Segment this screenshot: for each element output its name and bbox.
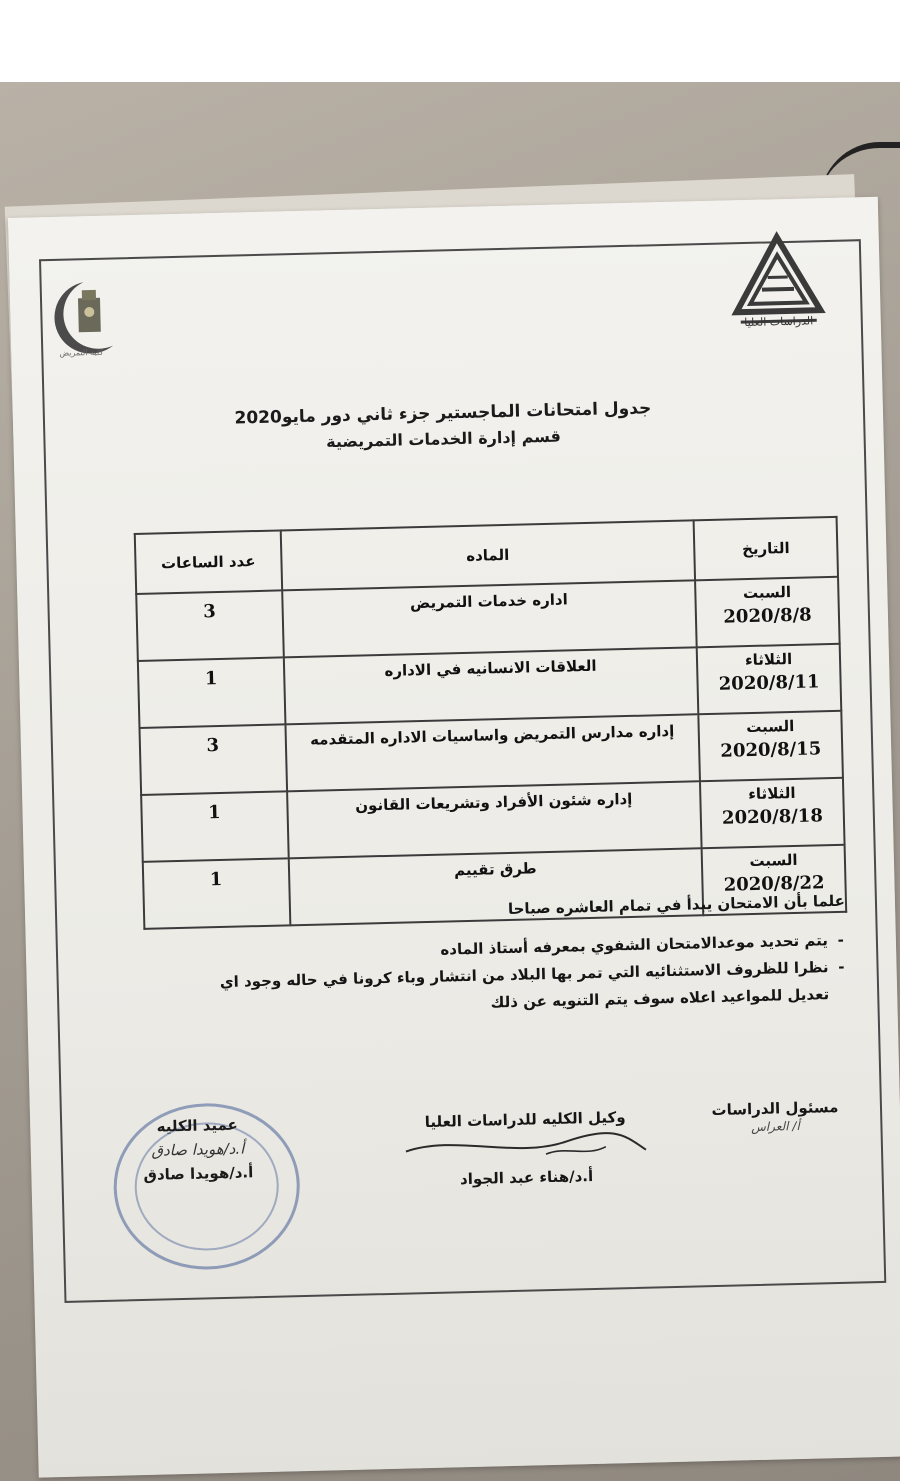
notes-list bbox=[196, 927, 848, 1024]
date-cell bbox=[697, 644, 841, 714]
date-value: 2020/8/22 bbox=[723, 872, 825, 896]
vice-dean-name: أ.د/هناء عبد الجواد bbox=[459, 1166, 594, 1189]
vice-dean-signature bbox=[390, 1107, 662, 1190]
day-label: السبت bbox=[749, 850, 798, 871]
note-item: - نظرا للظروف الاستثنائيه التي تمر بها البلاد من انتشار وباء كرونا في حاله وجود اي تعديل للمواعيد اعلاه سوف يتم التنويه عن ذلك bbox=[196, 954, 829, 1023]
header-subject: الماده bbox=[280, 520, 695, 590]
day-label: الثلاثاء bbox=[748, 783, 796, 804]
header-hours: عدد الساعات bbox=[135, 530, 282, 594]
date-cell bbox=[695, 577, 839, 647]
date-value: 2020/8/18 bbox=[721, 805, 824, 829]
subject-cell: إداره مدارس التمريض واساسيات الاداره المتقدمه bbox=[285, 714, 700, 791]
header-date: التاريخ bbox=[694, 517, 838, 580]
studies-officer-signature bbox=[690, 1097, 861, 1135]
title-line-1: جدول امتحانات الماجستير جزء ثاني دور مايو2020 bbox=[234, 398, 652, 429]
day-label: السبت bbox=[746, 716, 795, 737]
day-label: السبت bbox=[742, 582, 792, 603]
subject-cell: إداره شئون الأفراد وتشريعات القانون bbox=[287, 781, 702, 858]
date-value: 2020/8/15 bbox=[720, 738, 822, 762]
dean-title: عميد الكليه bbox=[156, 1115, 239, 1136]
dean-signature bbox=[122, 1112, 274, 1188]
date-cell bbox=[699, 711, 843, 781]
date-value: 2020/8/11 bbox=[718, 671, 820, 695]
studies-officer-title: مسئول الدراسات bbox=[711, 1097, 839, 1120]
subject-cell: طرق تقييم bbox=[288, 848, 703, 925]
hours-cell: 1 bbox=[143, 858, 290, 929]
dean-handwriting: أ.د/هويدا صادق bbox=[151, 1139, 245, 1160]
day-label: الثلاثاء bbox=[744, 649, 793, 670]
subject-cell: العلاقات الانسانيه في الاداره bbox=[283, 647, 698, 724]
vice-dean-title: وكيل الكليه للدراسات العليا bbox=[424, 1108, 626, 1132]
subject-cell: اداره خدمات التمريض bbox=[282, 580, 697, 657]
right-logo-caption: الدراسات العليا bbox=[744, 314, 814, 330]
date-cell bbox=[700, 778, 844, 848]
vice-dean-signature-scribble-icon bbox=[395, 1125, 656, 1167]
hours-cell: 1 bbox=[138, 657, 285, 728]
left-logo-caption: كلية التمريض bbox=[59, 347, 104, 358]
dean-name: أ.د/هويدا صادق bbox=[143, 1163, 254, 1184]
studies-officer-handwriting: أ/ العراس bbox=[750, 1118, 800, 1135]
hours-cell: 1 bbox=[141, 791, 288, 862]
document-sheet bbox=[8, 197, 900, 1478]
hours-cell: 3 bbox=[136, 590, 283, 661]
notes-section bbox=[195, 888, 848, 1024]
notes-intro: علما بأن الامتحان يبدأ في تمام العاشره صباحا bbox=[507, 891, 846, 918]
exam-schedule-table bbox=[134, 516, 847, 930]
note-item: - يتم تحديد موعدالامتحان الشفوي بمعرفه أستاذ الماده bbox=[196, 927, 828, 969]
title-line-2: قسم إدارة الخدمات التمريضية bbox=[325, 426, 562, 452]
hours-cell: 3 bbox=[139, 724, 286, 795]
date-value: 2020/8/8 bbox=[723, 604, 812, 628]
